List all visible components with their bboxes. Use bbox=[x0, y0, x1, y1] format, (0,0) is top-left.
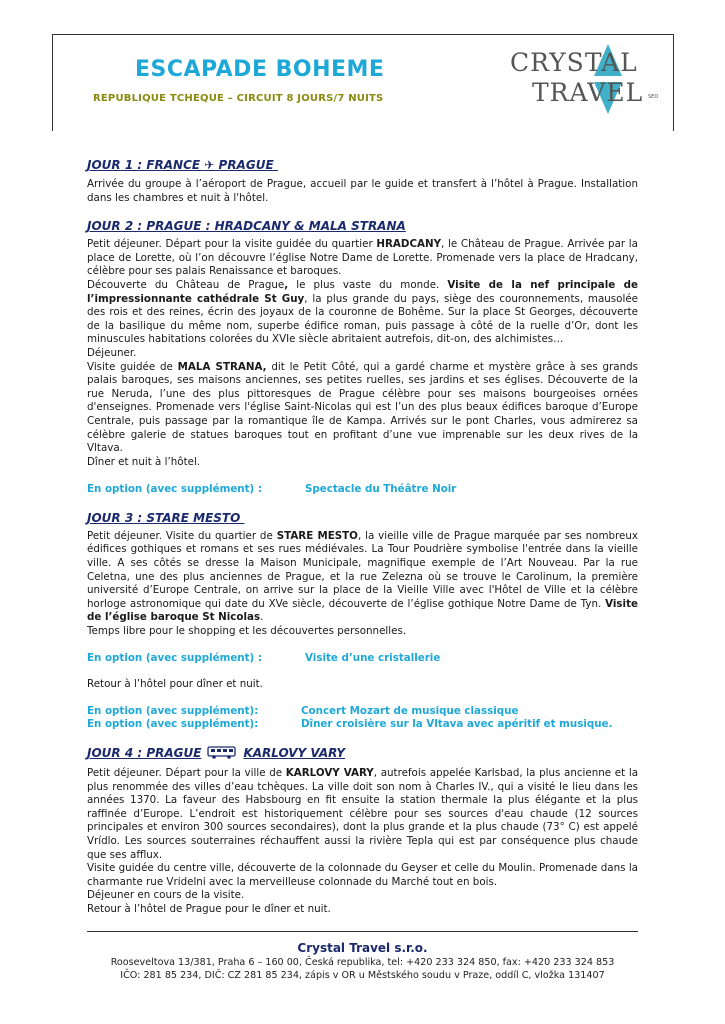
day3-paragraph-1: Petit déjeuner. Visite du quartier de STARE MESTO, la vieille ville de Prague marquée par ses nombreux édifices gothiques et romans et ses rues médiévales. La Tour Poudrière symbolise l'entrée dans la vieille ville. A ses côtés se dresse la Maison Municipale, magnifique exemple de l’Art Nouveau. Par la rue Celetna, une des plus anciennes de Prague, et la rue Zelezna où se trouve le Carolinum, la première université d’Europe Centrale, on arrive sur la place de la Vieille Ville avec l'Hôtel de Ville et la célèbre horloge astronomique qui date du XVe siècle, découverte de l’église gothique Notre Dame de Tyn. Visite de l’église baroque St Nicolas. bbox=[87, 529, 638, 624]
footer-divider bbox=[87, 931, 638, 932]
document-subtitle: REPUBLIQUE TCHEQUE – CIRCUIT 8 JOURS/7 NUITS bbox=[93, 93, 384, 104]
day3-paragraph-2: Temps libre pour le shopping et les découvertes personnelles. bbox=[87, 625, 407, 638]
bus-icon bbox=[207, 746, 237, 762]
day4-paragraph-1: Petit déjeuner. Départ pour la ville de KARLOVY VARY, autrefois appelée Karlsbad, la plus ancienne et la plus renommée des villes d’eau tchèques. La ville doit son nom à Charles IV., qui a visité le lieu dans les années 1370. La faveur des Habsbourg en fit ensuite la station thermale la plus élégante et la plus raffinée d’Europe. L’endroit est historiquement célèbre pour ses sources d'eau chaude (12 sources principales et environ 300 sources secondaires), dont la plus grande et la plus chaude (73° C) est appelé Vrídlo. Les sources souterraines réchauffent aussi la rivière Tepla qui est par conséquence plus chaude que ses afflux. bbox=[87, 767, 638, 861]
day2-option: En option (avec supplément) : Spectacle du Théâtre Noir bbox=[87, 483, 457, 496]
plane-icon: ✈ bbox=[204, 158, 215, 172]
logo-mark: SEO bbox=[648, 94, 659, 100]
document-title: ESCAPADE BOHEME bbox=[135, 57, 385, 82]
day3-paragraph-3: Retour à l’hôtel pour dîner et nuit. bbox=[87, 678, 263, 691]
footer-registration: IČO: 281 85 234, DIČ: CZ 281 85 234, zápis v OR u Městského soudu v Praze, oddíl C, vložka 131407 bbox=[120, 970, 605, 981]
day1-heading: JOUR 1 : FRANCE ✈ PRAGUE bbox=[87, 158, 274, 172]
day4-paragraph-4: Retour à l’hôtel de Prague pour le dîner et nuit. bbox=[87, 902, 331, 915]
day3-heading: JOUR 3 : STARE MESTO bbox=[87, 510, 241, 525]
day4-paragraph-2: Visite guidée du centre ville, découverte de la colonnade du Geyser et celle du Moulin. Promenade dans la charmante rue Vridelni avec la merveilleuse colonnade du Marché tout en bois. bbox=[87, 862, 638, 888]
day2-paragraph-5: Dîner et nuit à l’hôtel. bbox=[87, 455, 201, 468]
logo-line-1: CRYSTAL bbox=[510, 48, 638, 77]
footer-address: Rooseveltova 13/381, Praha 6 – 160 00, Česká republika, tel: +420 233 324 850, fax: +420 233 324 853 bbox=[110, 957, 615, 968]
logo-line-2: TRAVEL bbox=[532, 78, 644, 107]
itinerary-content bbox=[87, 158, 638, 917]
day3-option-3: En option (avec supplément): Dîner croisière sur la Vltava avec apéritif et musique. bbox=[87, 718, 613, 731]
day2-paragraph-1: Petit déjeuner. Départ pour la visite guidée du quartier HRADCANY, le Château de Prague. Arrivée par la place de Lorette, où l’on découvre l’église Notre Dame de Lorette. Promenade vers la place de Hradcany, célèbre pour ses palais Renaissance et baroques. bbox=[87, 238, 638, 278]
footer-company: Crystal Travel s.r.o. bbox=[297, 941, 428, 955]
day1-text: Arrivée du groupe à l’aéroport de Prague, accueil par le guide et transfert à l’hôtel à Prague. Installation dans les chambres et nuit à l'hôtel. bbox=[87, 178, 638, 204]
day2-paragraph-3: Déjeuner. bbox=[87, 346, 137, 359]
day2-paragraph-2: Découverte du Château de Prague, le plus vaste du monde. Visite de la nef principale de l’impressionnante cathédrale St Guy, la plus grande du pays, siège des couronnements, mausolée des rois et des reines, écrin des joyaux de la couronne de Bohême. Sur la place St Georges, découverte de la basilique du même nom, superbe édifice roman, puis passage à côté de la ruelle d’Or, dont les minuscules habitations colorées du XVIe siècle abritaient autrefois, dit-on, des alchimistes… bbox=[87, 278, 639, 346]
day3-option-2: En option (avec supplément): Concert Mozart de musique classique bbox=[87, 704, 519, 717]
day4-heading: JOUR 4 : PRAGUE KARLOVY VARY bbox=[87, 746, 346, 760]
day2-paragraph-4: Visite guidée de MALA STRANA, dit le Petit Côté, qui a gardé charme et mystère grâce à ses grands palais baroques, ses maisons anciennes, ses petites ruelles, ses jardins et ses églises. Découverte de la rue Neruda, l’une des plus pittoresques de Prague célèbre pour ses maisons bourgeoises ornées d'enseignes. Promenade vers l'église Saint-Nicolas qui est l’un des plus beaux édifices baroque d’Europe Centrale, puis passage par la romantique île de Kampa. Arrivés sur le pont Charles, vous admirerez sa célèbre galerie de statues baroques tout en profitant d’une vue imprenable sur les deux rives de la Vltava. bbox=[87, 360, 639, 455]
day4-paragraph-3: Déjeuner en cours de la visite. bbox=[87, 889, 245, 902]
company-logo bbox=[508, 42, 664, 118]
day2-heading: JOUR 2 : PRAGUE : HRADCANY & MALA STRANA bbox=[87, 219, 406, 234]
day3-option-1: En option (avec supplément) : Visite d’une cristallerie bbox=[87, 651, 441, 664]
